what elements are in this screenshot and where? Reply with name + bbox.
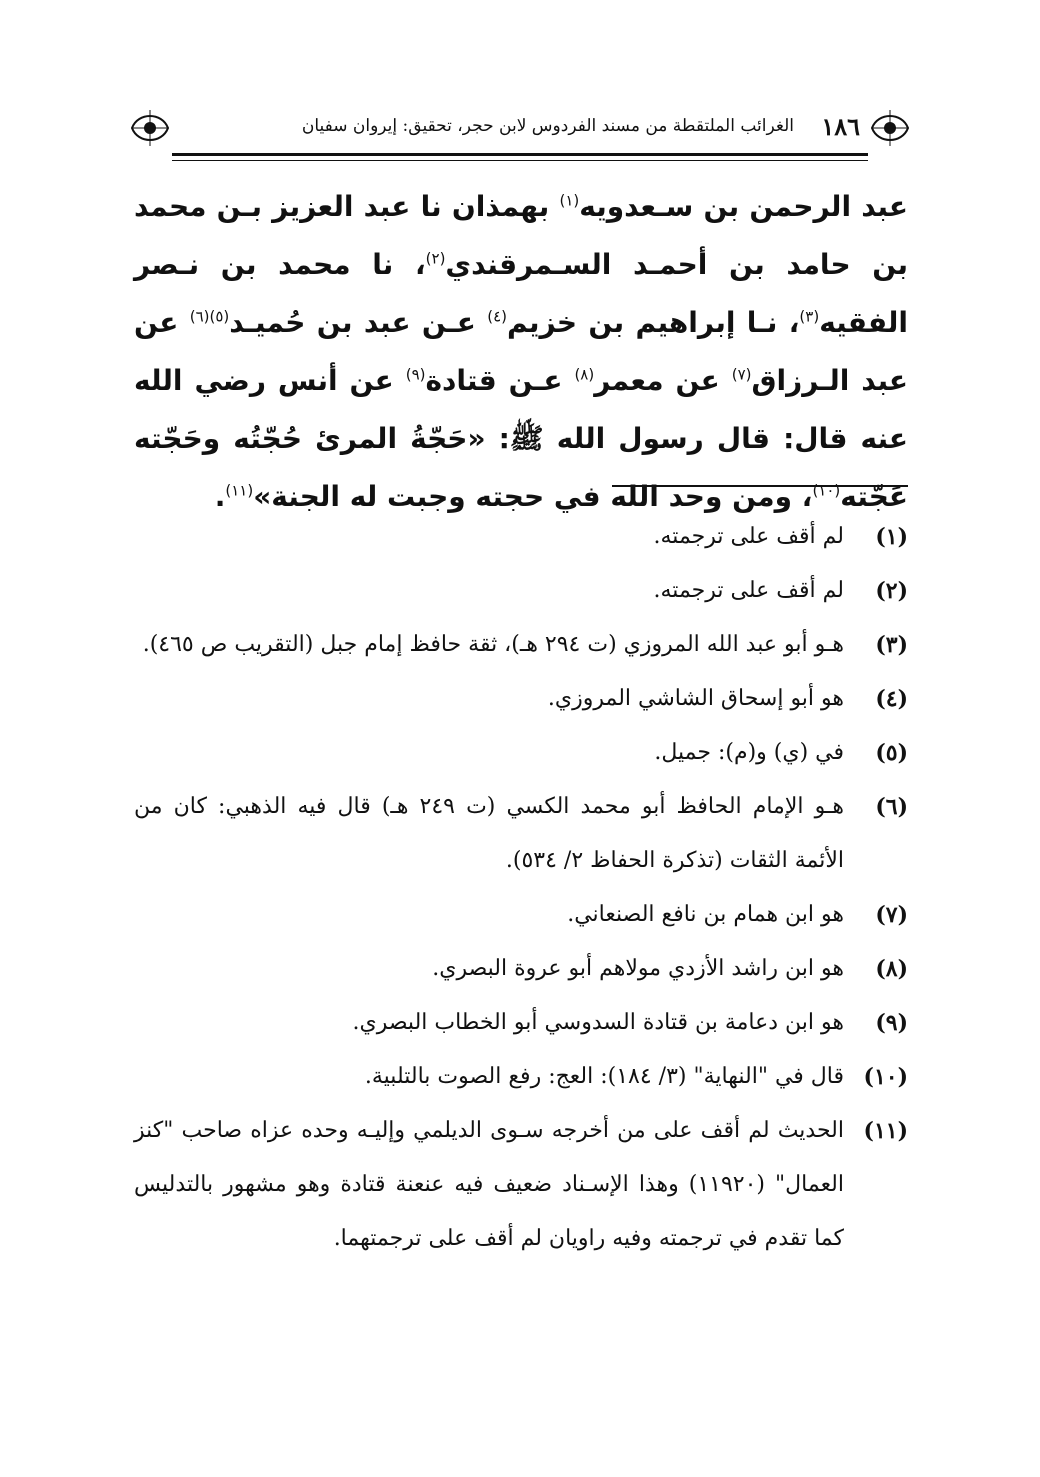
footnote-item: [134, 888, 908, 942]
footnotes-list: [134, 510, 908, 1266]
footnote-text: في (ي) و(م): جميل.: [654, 740, 844, 765]
footnote-number: (٨): [875, 956, 908, 982]
footnote-item: [134, 1050, 908, 1104]
footnote-number: (٢): [875, 578, 908, 604]
footnote-ref[interactable]: (٢): [425, 249, 446, 268]
footnote-number: (٤): [875, 686, 908, 712]
text-run: بهمذان نا عبد العزيز بـن محمد بن حامد بن أحمـد السـمرقندي: [134, 190, 909, 281]
footnote-text: هـو الإمام الحافظ أبو محمد الكسي (ت ٢٤٩ هـ) قال فيه الذهبي: كان من الأئمة الثقات (تذكرة الحفاظ ٢/ ٥٣٤).: [134, 794, 844, 873]
footnote-ref[interactable]: (١): [559, 191, 580, 210]
hadith-text: ، ومن وحد الله في حجته وجبت له الجنة»: [253, 480, 813, 513]
page-number: ١٨٦: [821, 112, 860, 141]
footnote-number: (١): [875, 524, 908, 550]
text-run: عـن عبد بن حُميـد: [229, 306, 488, 339]
footnote-text: لم أقف على ترجمته.: [653, 578, 844, 603]
hadith-text: «حَجّةُ المرئ حُجّتُه وحَجّته عَجّته: [134, 422, 908, 513]
footnote-number: (٥): [875, 740, 908, 766]
text-run: عن معمر: [594, 364, 732, 397]
text-run: .: [214, 480, 226, 513]
running-title: الغرائب الملتقطة من مسند الفردوس لابن حجر، تحقيق: إيروان سفيان: [301, 116, 794, 136]
footnote-text: هو ابن همام بن نافع الصنعاني.: [567, 902, 844, 927]
footnote-ref[interactable]: (١١): [225, 481, 254, 500]
main-text: [134, 178, 908, 526]
footnote-number: (٧): [875, 902, 908, 928]
footnote-number: (١١): [863, 1118, 908, 1144]
header-rule-thin: [172, 160, 868, 161]
footnote-text: هو ابن دعامة بن قتادة السدوسي أبو الخطاب البصري.: [352, 1010, 844, 1035]
footnote-item: [134, 726, 908, 780]
ornament-icon: [128, 106, 172, 150]
footnote-item: [134, 780, 908, 888]
footnote-number: (٩): [875, 1010, 908, 1036]
footnote-text: الحديث لم أقف على من أخرجه سـوى الديلمي وإليـه وحده عزاه صاحب "كنز العمال" (١١٩٢٠) وهذا الإسـناد ضعيف فيه عنعنة قتادة وهو مشهور بالتدليس كما تقدم في ترجمته وفيه راويان لم أقف على ترجمتهما.: [134, 1118, 844, 1251]
footnote-text: هو ابن راشد الأزدي مولاهم أبو عروة البصري.: [432, 956, 844, 981]
footnote-ref[interactable]: (١٠): [812, 481, 841, 500]
footnote-ref[interactable]: (٧): [731, 365, 752, 384]
ornament-icon: [868, 106, 912, 150]
text-run: ، نـا إبراهيم بن خزيم: [506, 306, 800, 339]
text-run: عن أنس رضي الله عنه قال: قال رسول الله ﷺ:: [134, 364, 909, 455]
text-run: عن عبد الـرزاق: [134, 306, 908, 397]
footnote-text: هو أبو إسحاق الشاشي المروزي.: [547, 686, 844, 711]
page-header: [128, 100, 912, 158]
footnote-ref[interactable]: (٤): [487, 307, 507, 326]
footnote-ref[interactable]: (٣): [799, 307, 820, 326]
text-run: ، نا محمد بن نـصر الفقيه: [134, 248, 909, 339]
footnote-item: [134, 942, 908, 996]
footnote-number: (٦): [875, 794, 908, 820]
footnote-item: [134, 996, 908, 1050]
footnote-item: [134, 672, 908, 726]
footnote-number: (٣): [875, 632, 908, 658]
footnote-text: هـو أبو عبد الله المروزي (ت ٢٩٤ هـ)، ثقة حافظ إمام جبل (التقريب ص ٤٦٥).: [142, 632, 844, 657]
footnote-item: [134, 564, 908, 618]
text-run: عـن قتادة: [425, 364, 575, 397]
footnote-ref[interactable]: (٥)(٦): [189, 307, 230, 326]
footnote-item: [134, 1104, 908, 1266]
footnote-divider: [612, 485, 908, 487]
footnote-text: لم أقف على ترجمته.: [653, 524, 844, 549]
isnad-paragraph: [134, 178, 908, 526]
footnote-item: [134, 510, 908, 564]
footnote-ref[interactable]: (٨): [574, 365, 595, 384]
footnote-ref[interactable]: (٩): [405, 365, 426, 384]
footnote-number: (١٠): [863, 1064, 908, 1090]
text-run: عبد الرحمن بن سـعدويه: [579, 190, 908, 223]
footnote-item: [134, 618, 908, 672]
footnote-text: قال في "النهاية" (٣/ ١٨٤): العج: رفع الصوت بالتلبية.: [364, 1064, 844, 1089]
header-rule: [172, 153, 868, 156]
